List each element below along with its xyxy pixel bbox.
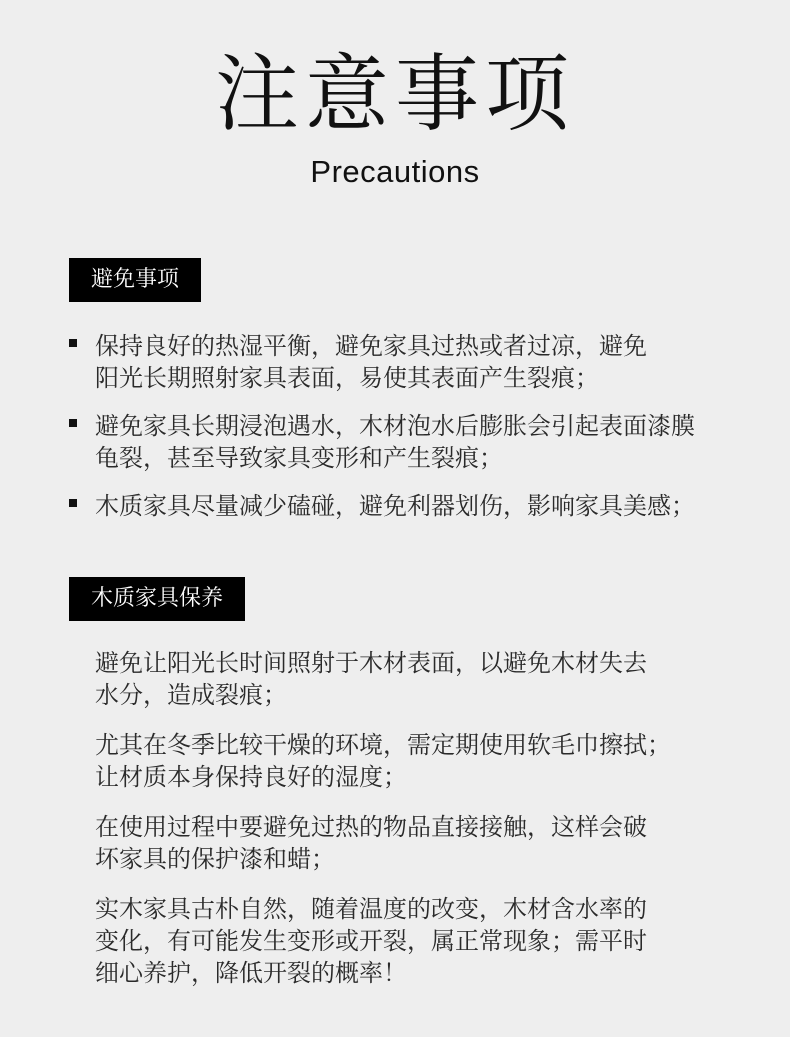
list-item-text-line: 避免家具长期浸泡遇水，木材泡水后膨胀会引起表面漆膜 <box>95 412 695 440</box>
paragraph <box>95 647 755 711</box>
paragraph-line: 避免让阳光长时间照射于木材表面，以避免木材失去 <box>95 649 647 677</box>
list-item-text-line: 木质家具尽量减少磕碰，避免利器划伤，影响家具美感； <box>95 492 695 520</box>
paragraph-line: 水分，造成裂痕； <box>95 681 287 709</box>
paragraph <box>95 811 755 875</box>
paragraph-line: 坏家具的保护漆和蜡； <box>95 845 335 873</box>
list-item <box>69 490 769 522</box>
paragraph-line: 让材质本身保持良好的湿度； <box>95 763 407 791</box>
list-item-text-line: 阳光长期照射家具表面，易使其表面产生裂痕； <box>95 364 599 392</box>
paragraph-line: 尤其在冬季比较干燥的环境，需定期使用软毛巾擦拭； <box>95 731 671 759</box>
list-item-text-line: 龟裂，甚至导致家具变形和产生裂痕； <box>95 444 503 472</box>
paragraph-line: 细心养护，降低开裂的概率！ <box>95 959 407 987</box>
page-subtitle: Precautions <box>310 154 480 189</box>
section-header-avoid: 避免事项 <box>69 258 201 302</box>
paragraph-line: 在使用过程中要避免过热的物品直接接触，这样会破 <box>95 813 647 841</box>
avoid-list <box>69 330 769 538</box>
list-item <box>69 410 769 474</box>
list-item-text-line: 保持良好的热湿平衡，避免家具过热或者过凉，避免 <box>95 332 647 360</box>
bullet-square-icon <box>69 419 77 427</box>
paragraph-line: 变化，有可能发生变形或开裂，属正常现象；需平时 <box>95 927 647 955</box>
paragraph <box>95 729 755 793</box>
bullet-square-icon <box>69 499 77 507</box>
section-header-care: 木质家具保养 <box>69 577 245 621</box>
paragraph <box>95 893 755 989</box>
page-title: 注意事项 <box>214 45 575 143</box>
list-item <box>69 330 769 394</box>
paragraph-line: 实木家具古朴自然，随着温度的改变，木材含水率的 <box>95 895 647 923</box>
bullet-square-icon <box>69 339 77 347</box>
care-list <box>95 647 755 1007</box>
